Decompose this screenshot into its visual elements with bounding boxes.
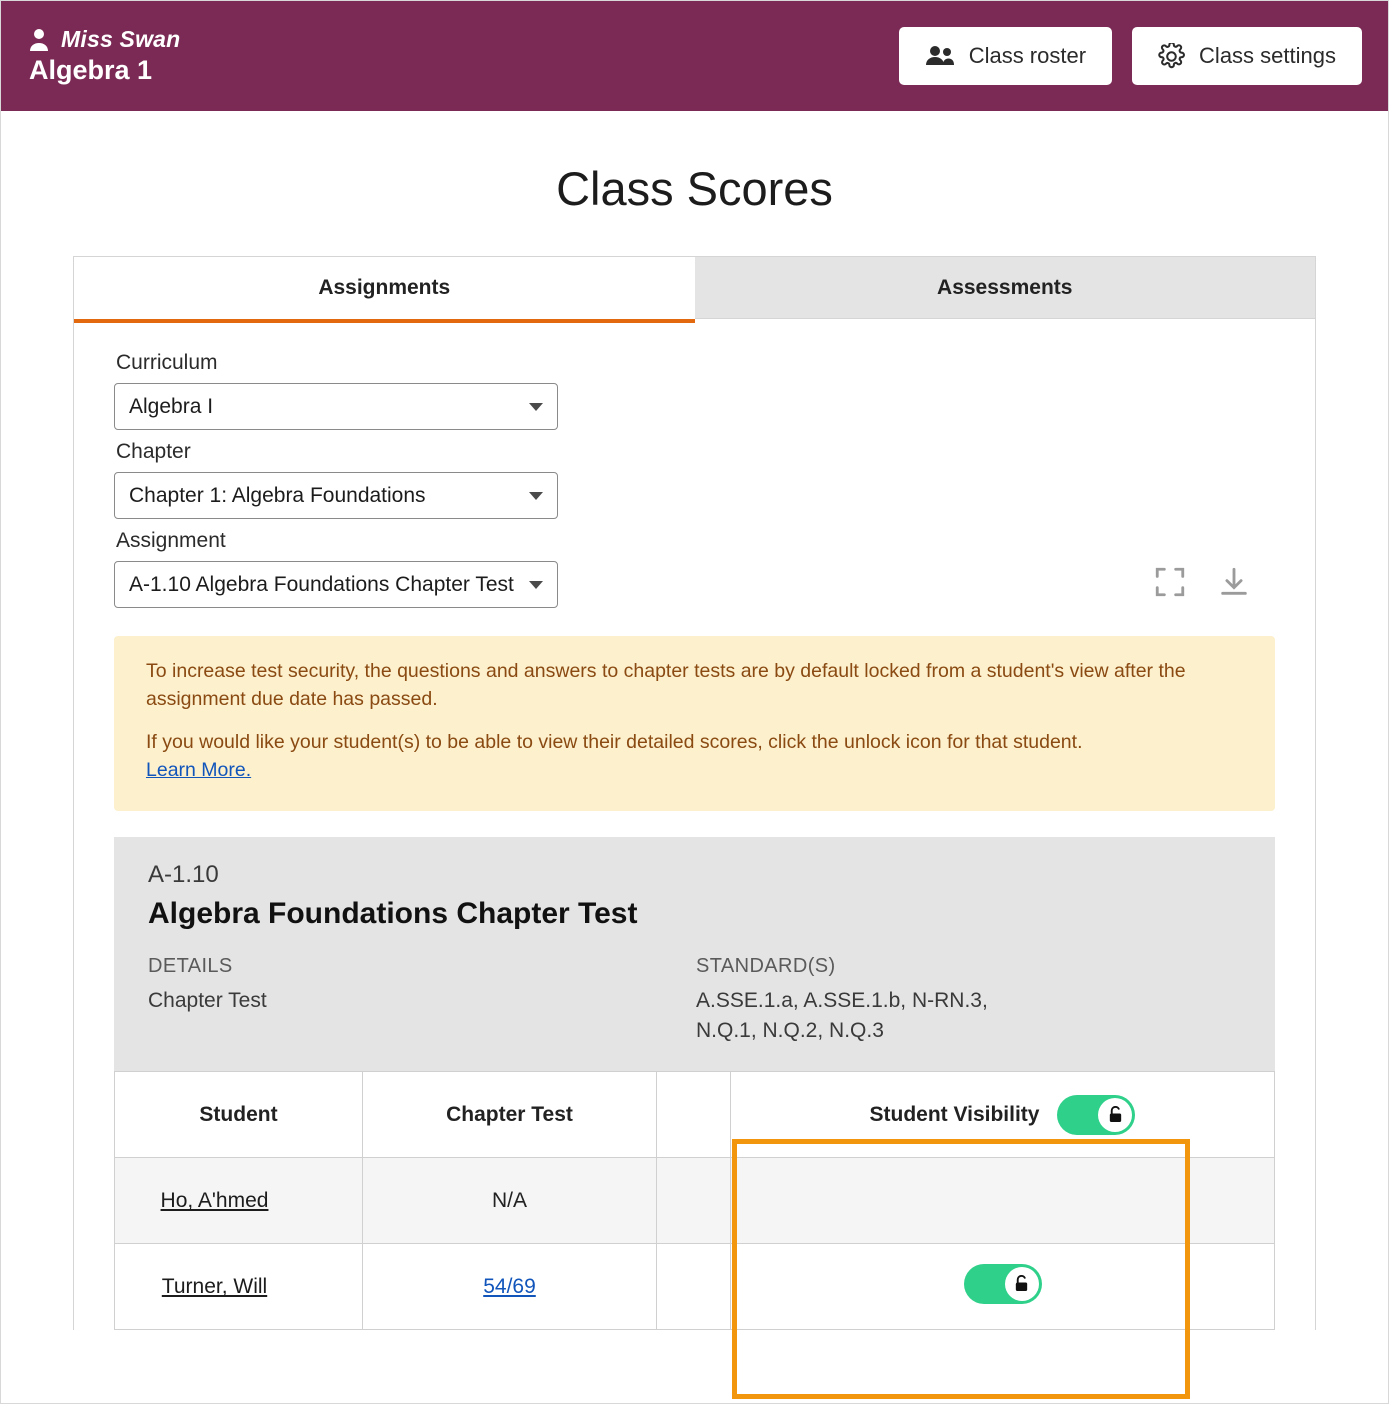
filter-form xyxy=(74,319,1315,608)
tab-assessments-label: Assessments xyxy=(937,275,1073,299)
spacer-cell xyxy=(657,1158,731,1244)
learn-more-link[interactable]: Learn More. xyxy=(146,759,252,782)
unlock-icon xyxy=(1098,1098,1132,1132)
assignment-select[interactable] xyxy=(114,561,558,608)
class-name: Algebra 1 xyxy=(29,55,153,85)
visibility-cell xyxy=(731,1158,1275,1244)
assignment-label: Assignment xyxy=(116,529,226,552)
standards-value: A.SSE.1.a, A.SSE.1.b, N-RN.3, N.Q.1, N.Q.2, N.Q.3 xyxy=(696,988,988,1042)
person-icon xyxy=(29,28,49,52)
details-heading: DETAILS xyxy=(148,954,233,977)
chapter-select[interactable] xyxy=(114,472,558,519)
chapter-value: Chapter 1: Algebra Foundations xyxy=(129,483,426,507)
teacher-name: Miss Swan xyxy=(61,26,181,52)
tab-bar xyxy=(74,257,1315,319)
score-link[interactable]: 54/69 xyxy=(483,1274,536,1298)
fullscreen-icon[interactable] xyxy=(1153,565,1187,604)
table-row xyxy=(115,1244,1275,1330)
assignment-value: A-1.10 Algebra Foundations Chapter Test xyxy=(129,572,514,596)
assignment-detail-box xyxy=(114,837,1275,1072)
visibility-toggle-row[interactable] xyxy=(964,1264,1042,1304)
app-header xyxy=(1,1,1388,111)
column-header-spacer xyxy=(657,1072,731,1158)
student-cell xyxy=(115,1158,363,1244)
table-row xyxy=(115,1158,1275,1244)
header-actions xyxy=(899,27,1362,85)
chapter-label: Chapter xyxy=(116,440,191,463)
unlock-icon xyxy=(1005,1267,1039,1301)
curriculum-select[interactable] xyxy=(114,383,558,430)
class-roster-label: Class roster xyxy=(968,43,1087,68)
chevron-down-icon xyxy=(529,581,543,589)
curriculum-label: Curriculum xyxy=(116,351,218,374)
assignment-detail-section xyxy=(114,837,1275,1331)
chevron-down-icon xyxy=(529,492,543,500)
column-header-student-visibility xyxy=(731,1072,1275,1158)
table-header-row xyxy=(115,1072,1275,1158)
header-identity xyxy=(29,26,180,86)
column-header-student: Student xyxy=(115,1072,363,1158)
scores-card xyxy=(73,256,1316,1330)
scores-table xyxy=(114,1071,1275,1330)
visibility-cell xyxy=(731,1244,1275,1330)
score-cell: N/A xyxy=(363,1158,657,1244)
assignment-code: A-1.10 xyxy=(148,860,219,888)
tab-assignments[interactable] xyxy=(74,257,695,323)
class-settings-button[interactable] xyxy=(1132,27,1362,85)
security-notice xyxy=(114,636,1275,811)
score-cell xyxy=(363,1244,657,1330)
gear-icon xyxy=(1158,43,1185,70)
people-icon xyxy=(925,45,955,67)
curriculum-value: Algebra I xyxy=(129,394,214,418)
column-header-chapter-test: Chapter Test xyxy=(363,1072,657,1158)
student-cell xyxy=(115,1244,363,1330)
notice-paragraph-2: If you would like your student(s) to be able to view their detailed scores, click the unlock icon for that student. xyxy=(146,731,1083,754)
student-name-link[interactable]: Turner, Will xyxy=(161,1275,268,1299)
page-title: Class Scores xyxy=(556,162,833,215)
details-value: Chapter Test xyxy=(148,988,267,1012)
assignment-title: Algebra Foundations Chapter Test xyxy=(148,896,638,930)
class-settings-label: Class settings xyxy=(1199,43,1336,68)
chevron-down-icon xyxy=(529,403,543,411)
tab-assignments-label: Assignments xyxy=(318,276,451,299)
tab-assessments[interactable] xyxy=(695,257,1316,319)
spacer-cell xyxy=(657,1244,731,1330)
student-visibility-label: Student Visibility xyxy=(869,1102,1040,1126)
notice-paragraph-1: To increase test security, the questions and answers to chapter tests are by default locked from a student's view after the assignment due date has passed. xyxy=(146,660,1186,710)
class-roster-button[interactable] xyxy=(899,27,1112,85)
visibility-toggle-all[interactable] xyxy=(1057,1095,1135,1135)
standards-heading: STANDARD(S) xyxy=(696,954,836,977)
download-icon[interactable] xyxy=(1217,565,1251,604)
student-name-link[interactable]: Ho, A'hmed xyxy=(160,1189,269,1213)
